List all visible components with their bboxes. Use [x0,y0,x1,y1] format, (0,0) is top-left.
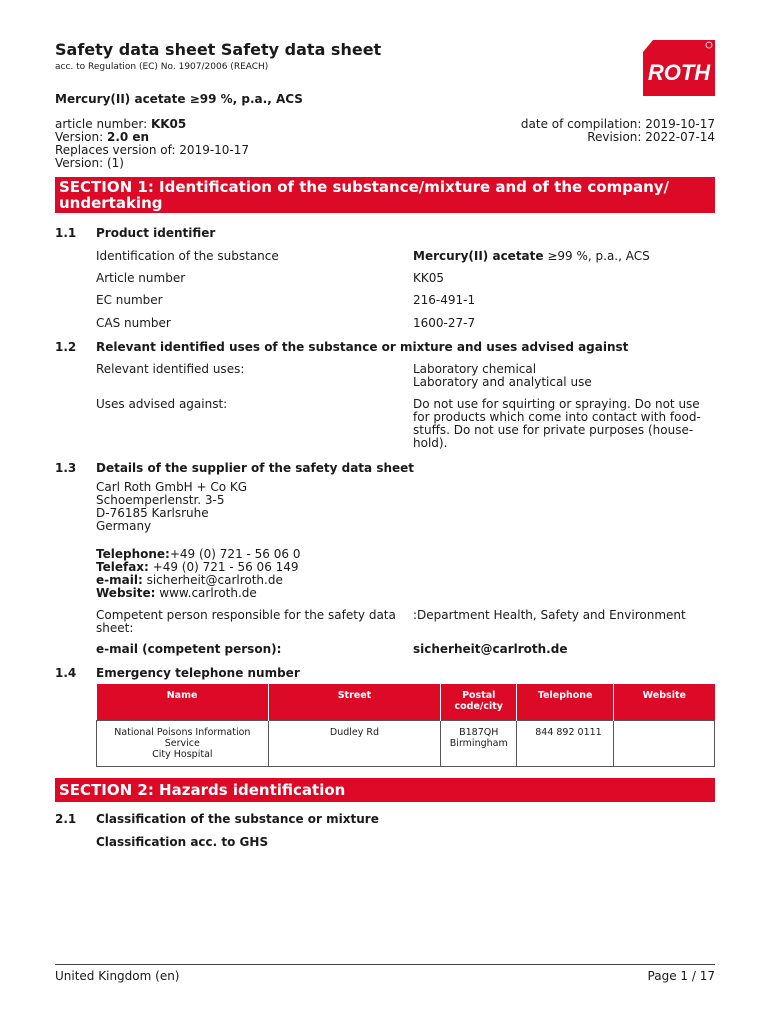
column-header: Name [97,684,269,721]
table-header-row [97,684,715,721]
product-name: Mercury(II) acetate ≥99 %, p.a., ACS [55,92,303,106]
field-label: CAS number [96,316,171,330]
uses-advised-against: Do not use for squirting or spraying. Do not use for products which come into contact with food- stuffs. Do not use for private purposes (house- hold). [413,397,701,450]
column-header: Street [268,684,441,721]
subsection-number: 1.2 [55,340,77,354]
compilation-date: date of compilation: 2019-10-17 [520,117,715,131]
article-number: KK05 [150,117,187,131]
table-cell [614,721,715,767]
regulation-note: acc. to Regulation (EC) No. 1907/2006 (REACH) [55,62,269,72]
field-label: Article number [96,271,186,285]
column-header: Postal code/city [441,684,517,721]
field-label: Identification of the substance [96,249,279,263]
table-cell: 844 892 0111 [517,721,614,767]
roth-logo [643,40,715,96]
version-label: Version: [55,130,107,144]
subsection-title: Emergency telephone number [96,666,300,680]
table-cell: National Poisons Information Service City Hospital [97,721,269,767]
subsection-title: Relevant identified uses of the substance or mixture and uses advised against [96,340,629,354]
section-1-header: SECTION 1: Identification of the substance/mixture and of the company/ undertaking [55,177,715,213]
substance-identification: Mercury(II) acetate ≥99 %, p.a., ACS [413,249,650,263]
table-row [97,721,715,767]
table-cell: B187QH Birmingham [441,721,517,767]
field-value: 216-491-1 [413,293,476,307]
column-header: Telephone [517,684,614,721]
classification-heading: Classification acc. to GHS [96,835,269,849]
supplier-address: Carl Roth GmbH + Co KG Schoemperlenstr. 3-5 D-76185 Karlsruhe Germany [96,480,248,533]
supplier-website-link[interactable]: www.carlroth.de [155,586,257,600]
competent-email-link[interactable]: sicherheit@carlroth.de [413,642,568,656]
article-label: article number: [55,117,151,131]
field-value: 1600-27-7 [413,316,476,330]
supplier-email-link[interactable]: sicherheit@carlroth.de [142,573,283,587]
field-value: KK05 [413,271,445,285]
page-number: Page 1 / 17 [647,969,715,983]
subsection-number: 2.1 [55,812,77,826]
footer-divider [55,964,715,965]
subsection-title: Product identifier [96,226,216,240]
section-2-header: SECTION 2: Hazards identification [55,778,715,802]
competent-person: :Department Health, Safety and Environment [413,608,686,622]
previous-version: Version: (1) [55,156,124,170]
field-label: Relevant identified uses: [96,362,245,376]
subsection-number: 1.3 [55,461,77,475]
document-meta-left [55,118,249,170]
field-label: Uses advised against: [96,397,228,411]
field-label: Competent person responsible for the safety data sheet: [96,608,396,635]
field-label: e-mail (competent person): [96,642,282,656]
subsection-number: 1.1 [55,226,77,240]
emergency-contacts-table [96,684,715,767]
revision-date: Revision: 2022-07-14 [587,130,715,144]
field-label: EC number [96,293,163,307]
column-header: Website [614,684,715,721]
document-title: Safety data sheet Safety data sheet [55,40,382,59]
footer-locale: United Kingdom (en) [55,969,180,983]
subsection-number: 1.4 [55,666,77,680]
subsection-title: Details of the supplier of the safety data sheet [96,461,415,475]
table-cell: Dudley Rd [268,721,441,767]
supplier-contacts: Telephone:+49 (0) 721 - 56 06 0 Telefax: +49 (0) 721 - 56 06 149 e-mail: sicherheit@carlroth.de Website: www.carlroth.de [96,547,301,600]
document-meta-right [521,118,715,144]
replaces-version: Replaces version of: 2019-10-17 [55,143,250,157]
identified-uses: Laboratory chemical Laboratory and analytical use [413,362,592,389]
logo-text: ROTH [647,60,711,85]
subsection-title: Classification of the substance or mixture [96,812,379,826]
version-number: 2.0 en [106,130,150,144]
